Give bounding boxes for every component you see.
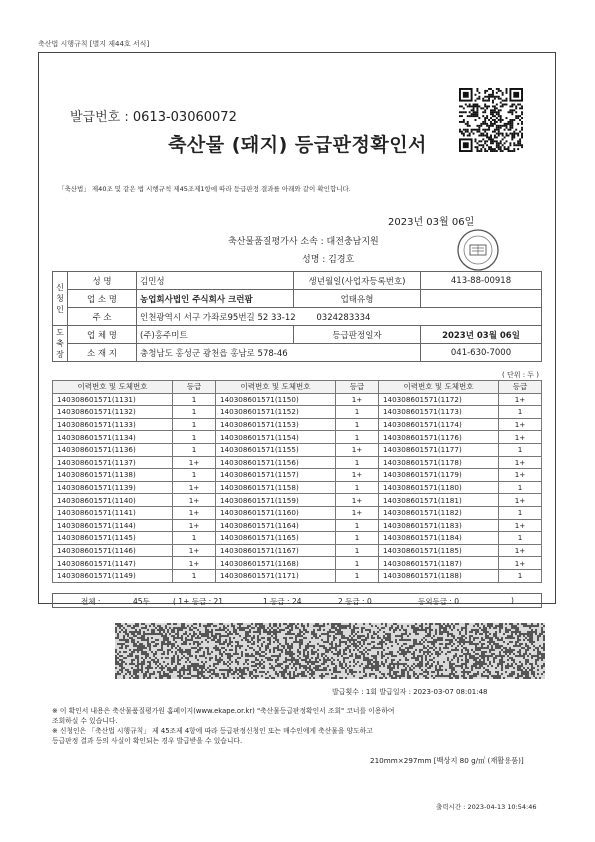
slaughter-phone: 041-630-7000: [421, 344, 542, 362]
trace-number-cell: 140308601571(1134): [53, 431, 173, 444]
summary-grade-2: 2 등급 : 0: [338, 597, 372, 606]
trace-number-cell: 140308601571(1159): [215, 494, 335, 507]
grade-cell: 1+: [173, 481, 216, 494]
trace-number-cell: 140308601571(1146): [53, 544, 173, 557]
trace-number-cell: 140308601571(1172): [378, 393, 498, 406]
trace-number-cell: 140308601571(1131): [53, 393, 173, 406]
grade-cell: 1: [336, 532, 379, 545]
slaughter-name: (주)홍주미트: [137, 326, 294, 344]
grade-cell: 1+: [499, 431, 542, 444]
grade-cell: 1: [336, 431, 379, 444]
slaughter-address: 충청남도 홍성군 광천읍 홍남로 578-46: [137, 344, 421, 362]
trace-number-cell: 140308601571(1180): [378, 481, 498, 494]
trace-number-cell: 140308601571(1164): [215, 519, 335, 532]
trace-number-cell: 140308601571(1141): [53, 506, 173, 519]
applicant-biztype: [421, 290, 542, 308]
trace-number-cell: 140308601571(1176): [378, 431, 498, 444]
applicant-name: 김민성: [137, 272, 294, 290]
table-row: [53, 418, 542, 431]
grade-cell: 1: [173, 406, 216, 419]
trace-number-cell: 140308601571(1136): [53, 443, 173, 456]
unit-label: ( 단위 : 두 ): [502, 371, 540, 379]
summary-total-label: 전체 :: [81, 597, 101, 606]
slaughter-side-label: 도축장: [53, 326, 68, 362]
table-row: [53, 569, 542, 582]
grade-cell: 1+: [173, 494, 216, 507]
table-row: [53, 406, 542, 419]
trace-number-cell: 140308601571(1181): [378, 494, 498, 507]
grade-cell: 1: [336, 406, 379, 419]
grading-table: [52, 380, 542, 583]
slaughter-name-label: 업 체 명: [68, 326, 137, 344]
table-row: [53, 532, 542, 545]
trace-number-cell: 140308601571(1156): [215, 456, 335, 469]
col-header-grade-1: 등급: [173, 381, 216, 394]
trace-number-cell: 140308601571(1149): [53, 569, 173, 582]
grade-cell: 1: [336, 569, 379, 582]
evaluator-name: 성명 : 김경호: [302, 255, 355, 265]
grade-cell: 1+: [173, 544, 216, 557]
grade-cell: 1+: [173, 456, 216, 469]
table-row: [53, 544, 542, 557]
table-row: [53, 506, 542, 519]
trace-number-cell: 140308601571(1183): [378, 519, 498, 532]
applicant-address: 인천광역시 서구 가좌로95번길 52 33-12: [140, 312, 296, 323]
trace-number-cell: 140308601571(1165): [215, 532, 335, 545]
applicant-company: 농업회사법인 주식회사 크런팜: [137, 290, 294, 308]
grading-date: 2023년 03월 06일: [421, 326, 542, 344]
trace-number-cell: 140308601571(1140): [53, 494, 173, 507]
notes: [52, 706, 532, 746]
slaughter-address-label: 소 재 지: [68, 344, 137, 362]
grade-cell: 1: [173, 532, 216, 545]
trace-number-cell: 140308601571(1174): [378, 418, 498, 431]
grade-cell: 1: [499, 506, 542, 519]
paper-spec: 210mm×297mm [백상지 80 g/㎡ (재활용품)]: [370, 756, 524, 765]
summary-close: ): [511, 596, 514, 605]
trace-number-cell: 140308601571(1187): [378, 557, 498, 570]
grading-table-header: [53, 381, 542, 394]
grade-cell: 1+: [173, 557, 216, 570]
applicant-name-label: 성 명: [68, 272, 137, 290]
trace-number-cell: 140308601571(1138): [53, 469, 173, 482]
grade-cell: 1: [336, 481, 379, 494]
confirmation-date: 2023년 03월 06일: [388, 217, 475, 228]
table-row: [53, 393, 542, 406]
trace-number-cell: 140308601571(1139): [53, 481, 173, 494]
grade-cell: 1: [336, 557, 379, 570]
table-row: [53, 494, 542, 507]
grade-cell: 1: [173, 393, 216, 406]
col-header-id-3: 이력번호 및 도체번호: [378, 381, 498, 394]
grade-cell: 1: [499, 406, 542, 419]
trace-number-cell: 140308601571(1152): [215, 406, 335, 419]
applicant-company-label: 업 소 명: [68, 290, 137, 308]
table-row: [53, 456, 542, 469]
note-line: 등급판정 결과 등의 사실이 확인되는 경우 발급받을 수 있습니다.: [52, 737, 243, 745]
applicant-side-label: 신청인: [53, 272, 68, 326]
grade-cell: 1: [173, 569, 216, 582]
trace-number-cell: 140308601571(1178): [378, 456, 498, 469]
grade-cell: 1+: [499, 456, 542, 469]
issue-number: 0613-03060072: [132, 110, 237, 125]
trace-number-cell: 140308601571(1133): [53, 418, 173, 431]
col-header-id-1: 이력번호 및 도체번호: [53, 381, 173, 394]
applicant-address-label: 주 소: [68, 308, 137, 326]
grading-date-label: 등급판정일자: [294, 326, 421, 344]
table-row: [53, 557, 542, 570]
grade-cell: 1+: [336, 469, 379, 482]
form-title: 축산법 시행규칙 [별지 제44호 서식]: [38, 40, 150, 48]
trace-number-cell: 140308601571(1150): [215, 393, 335, 406]
trace-number-cell: 140308601571(1153): [215, 418, 335, 431]
note-line: ※ 이 확인서 내용은 축산물품질평가원 홈페이지(www.ekape.or.kr) "축산물등급판정확인서 조회" 코너를 이용하여: [52, 707, 395, 715]
trace-number-cell: 140308601571(1132): [53, 406, 173, 419]
grade-cell: 1+: [336, 494, 379, 507]
table-row: [53, 519, 542, 532]
summary-grade-1plus: ( 1+ 등급 : 21: [173, 597, 224, 606]
grade-cell: 1+: [173, 506, 216, 519]
issue-number-line: [70, 106, 237, 125]
grade-cell: 1+: [499, 557, 542, 570]
applicant-phone: 0324283334: [316, 312, 371, 323]
col-header-grade-3: 등급: [499, 381, 542, 394]
col-header-id-2: 이력번호 및 도체번호: [215, 381, 335, 394]
note-line: 조회하실 수 있습니다.: [52, 717, 118, 725]
trace-number-cell: 140308601571(1167): [215, 544, 335, 557]
grade-cell: 1+: [499, 469, 542, 482]
applicant-biztype-label: 업태유형: [294, 290, 421, 308]
grade-cell: 1+: [336, 443, 379, 456]
grade-cell: 1: [336, 418, 379, 431]
grade-cell: 1: [499, 569, 542, 582]
grade-cell: 1: [173, 443, 216, 456]
grade-cell: 1+: [499, 494, 542, 507]
applicant-regno: 413-88-00918: [421, 272, 542, 290]
grade-cell: 1+: [499, 418, 542, 431]
summary-total: 45두: [133, 597, 150, 606]
document-title: 축산물 (돼지) 등급판정확인서: [168, 134, 427, 156]
security-pattern-icon: [115, 623, 545, 679]
table-row: [53, 469, 542, 482]
grade-cell: 1: [173, 469, 216, 482]
trace-number-cell: 140308601571(1173): [378, 406, 498, 419]
trace-number-cell: 140308601571(1179): [378, 469, 498, 482]
trace-number-cell: 140308601571(1182): [378, 506, 498, 519]
grade-cell: 1: [499, 481, 542, 494]
grade-cell: 1+: [499, 544, 542, 557]
applicant-address-cell: [137, 308, 542, 326]
print-time: 출력시간 : 2023-04-13 10:54:46: [436, 803, 537, 811]
evaluator-org: 축산물품질평가사 소속 : 대전충남지원: [228, 237, 379, 247]
trace-number-cell: 140308601571(1185): [378, 544, 498, 557]
trace-number-cell: 140308601571(1155): [215, 443, 335, 456]
trace-number-cell: 140308601571(1144): [53, 519, 173, 532]
grade-cell: 1: [499, 443, 542, 456]
grade-cell: 1: [336, 519, 379, 532]
grade-cell: 1+: [173, 519, 216, 532]
summary-grade-1: 1 등급 : 24: [263, 597, 302, 606]
grade-cell: 1: [173, 431, 216, 444]
intro-text: 「축산법」 제40조 및 같은 법 시행규칙 제45조제1항에 따라 등급판정 결과를 아래와 같이 확인합니다.: [58, 185, 351, 193]
trace-number-cell: 140308601571(1177): [378, 443, 498, 456]
grade-cell: 1: [499, 532, 542, 545]
table-row: [53, 481, 542, 494]
grade-summary: [52, 593, 542, 608]
trace-number-cell: 140308601571(1171): [215, 569, 335, 582]
trace-number-cell: 140308601571(1157): [215, 469, 335, 482]
issue-number-label: 발급번호 :: [70, 110, 129, 125]
trace-number-cell: 140308601571(1160): [215, 506, 335, 519]
col-header-grade-2: 등급: [336, 381, 379, 394]
grade-cell: 1+: [336, 506, 379, 519]
trace-number-cell: 140308601571(1168): [215, 557, 335, 570]
grade-cell: 1+: [499, 393, 542, 406]
grade-cell: 1: [336, 544, 379, 557]
grade-cell: 1+: [499, 519, 542, 532]
official-seal-icon: [456, 228, 500, 272]
trace-number-cell: 140308601571(1137): [53, 456, 173, 469]
trace-number-cell: 140308601571(1184): [378, 532, 498, 545]
grade-cell: 1: [173, 418, 216, 431]
note-line: ※ 신청인은 「축산법 시행규칙」 제 45조제 4항에 따라 등급판정신청인 또는 매수인에게 축산물을 양도하고: [52, 727, 373, 735]
info-table: [52, 271, 542, 362]
table-row: [53, 431, 542, 444]
grade-cell: 1+: [336, 393, 379, 406]
trace-number-cell: 140308601571(1158): [215, 481, 335, 494]
trace-number-cell: 140308601571(1147): [53, 557, 173, 570]
applicant-regno-label: 생년월일(사업자등록번호): [294, 272, 421, 290]
trace-number-cell: 140308601571(1145): [53, 532, 173, 545]
table-row: [53, 443, 542, 456]
trace-number-cell: 140308601571(1154): [215, 431, 335, 444]
trace-number-cell: 140308601571(1188): [378, 569, 498, 582]
issued-info: 발급횟수 : 1회 발급일자 : 2023-03-07 08:01:48: [332, 688, 488, 696]
grade-cell: 1: [336, 456, 379, 469]
summary-out-grade: 등외등급 : 0: [418, 597, 460, 606]
